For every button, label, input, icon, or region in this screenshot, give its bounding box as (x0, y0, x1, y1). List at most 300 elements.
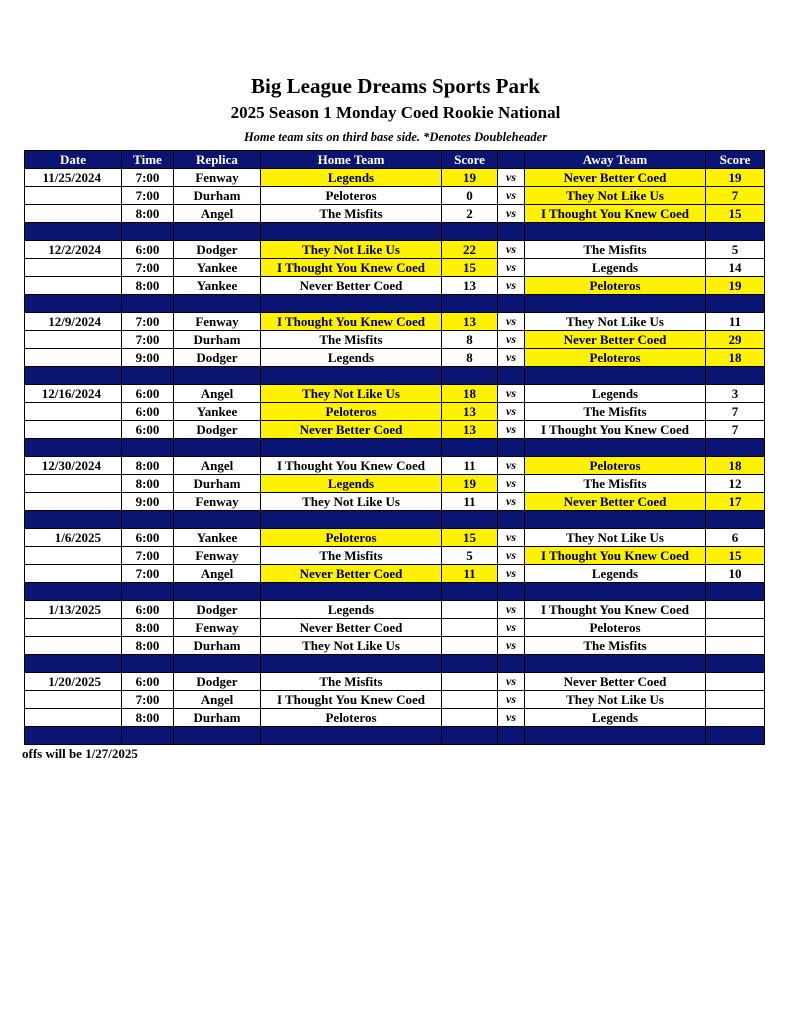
date-cell (25, 709, 122, 727)
away-team-cell: They Not Like Us (525, 187, 706, 205)
away-team-cell: The Misfits (525, 403, 706, 421)
table-row (25, 403, 765, 421)
vs-cell: vs (498, 349, 525, 367)
replica-cell: Angel (174, 457, 261, 475)
week-separator-row (25, 655, 765, 673)
table-row (25, 637, 765, 655)
replica-cell: Angel (174, 205, 261, 223)
separator-cell (122, 223, 174, 241)
home-score-cell: 15 (442, 259, 498, 277)
separator-cell (25, 439, 122, 457)
column-header-away-score: Score (706, 151, 765, 169)
home-score-cell (442, 691, 498, 709)
away-score-cell: 3 (706, 385, 765, 403)
replica-cell: Angel (174, 691, 261, 709)
away-score-cell (706, 619, 765, 637)
away-team-cell: Legends (525, 565, 706, 583)
table-row (25, 277, 765, 295)
away-team-cell: Legends (525, 385, 706, 403)
separator-cell (706, 223, 765, 241)
separator-cell (122, 439, 174, 457)
home-score-cell: 19 (442, 475, 498, 493)
separator-cell (442, 583, 498, 601)
separator-cell (174, 367, 261, 385)
replica-cell: Dodger (174, 241, 261, 259)
date-cell (25, 637, 122, 655)
home-team-cell: I Thought You Knew Coed (261, 259, 442, 277)
separator-cell (122, 295, 174, 313)
home-score-cell (442, 673, 498, 691)
away-team-cell: I Thought You Knew Coed (525, 601, 706, 619)
separator-cell (261, 295, 442, 313)
date-cell (25, 565, 122, 583)
separator-cell (498, 439, 525, 457)
away-team-cell: They Not Like Us (525, 691, 706, 709)
time-cell: 8:00 (122, 205, 174, 223)
time-cell: 7:00 (122, 169, 174, 187)
time-cell: 7:00 (122, 313, 174, 331)
replica-cell: Dodger (174, 421, 261, 439)
home-team-cell: They Not Like Us (261, 637, 442, 655)
home-team-cell: They Not Like Us (261, 493, 442, 511)
time-cell: 8:00 (122, 709, 174, 727)
replica-cell: Durham (174, 475, 261, 493)
column-header-away-team: Away Team (525, 151, 706, 169)
table-row (25, 475, 765, 493)
separator-cell (122, 367, 174, 385)
home-team-cell: Never Better Coed (261, 277, 442, 295)
vs-cell: vs (498, 205, 525, 223)
home-team-cell: Never Better Coed (261, 565, 442, 583)
separator-cell (442, 367, 498, 385)
separator-cell (498, 295, 525, 313)
away-score-cell: 6 (706, 529, 765, 547)
separator-cell (706, 295, 765, 313)
separator-cell (261, 727, 442, 745)
time-cell: 8:00 (122, 619, 174, 637)
replica-cell: Angel (174, 565, 261, 583)
away-score-cell: 5 (706, 241, 765, 259)
away-score-cell: 7 (706, 421, 765, 439)
away-score-cell: 17 (706, 493, 765, 511)
separator-cell (525, 727, 706, 745)
schedule-note: Home team sits on third base side. *Denotes Doubleheader (243, 130, 548, 144)
home-team-cell: Never Better Coed (261, 619, 442, 637)
away-score-cell (706, 601, 765, 619)
replica-cell: Fenway (174, 619, 261, 637)
away-team-cell: They Not Like Us (525, 529, 706, 547)
home-score-cell: 11 (442, 493, 498, 511)
away-score-cell: 18 (706, 457, 765, 475)
table-row (25, 331, 765, 349)
replica-cell: Durham (174, 187, 261, 205)
vs-cell: vs (498, 187, 525, 205)
away-team-cell: Legends (525, 259, 706, 277)
away-team-cell: They Not Like Us (525, 313, 706, 331)
away-score-cell: 29 (706, 331, 765, 349)
home-team-cell: They Not Like Us (261, 241, 442, 259)
date-cell (25, 187, 122, 205)
home-score-cell: 8 (442, 349, 498, 367)
table-row (25, 259, 765, 277)
week-separator-row (25, 439, 765, 457)
home-score-cell (442, 619, 498, 637)
away-team-cell: The Misfits (525, 241, 706, 259)
time-cell: 8:00 (122, 475, 174, 493)
table-row (25, 547, 765, 565)
separator-cell (498, 223, 525, 241)
table-body (25, 169, 765, 745)
vs-cell: vs (498, 277, 525, 295)
home-team-cell: I Thought You Knew Coed (261, 313, 442, 331)
away-score-cell: 19 (706, 277, 765, 295)
table-row (25, 529, 765, 547)
home-team-cell: Peloteros (261, 529, 442, 547)
home-score-cell: 19 (442, 169, 498, 187)
home-team-cell: The Misfits (261, 331, 442, 349)
home-score-cell: 0 (442, 187, 498, 205)
separator-cell (442, 655, 498, 673)
column-header-home-score: Score (442, 151, 498, 169)
time-cell: 6:00 (122, 529, 174, 547)
separator-cell (442, 295, 498, 313)
away-score-cell (706, 673, 765, 691)
away-team-cell: Peloteros (525, 349, 706, 367)
vs-cell: vs (498, 691, 525, 709)
away-team-cell: Never Better Coed (525, 673, 706, 691)
replica-cell: Yankee (174, 529, 261, 547)
table-row (25, 601, 765, 619)
separator-cell (174, 727, 261, 745)
separator-cell (174, 439, 261, 457)
separator-cell (706, 367, 765, 385)
home-score-cell: 11 (442, 565, 498, 583)
replica-cell: Yankee (174, 403, 261, 421)
time-cell: 6:00 (122, 403, 174, 421)
vs-cell: vs (498, 421, 525, 439)
column-header-time: Time (122, 151, 174, 169)
home-score-cell: 13 (442, 277, 498, 295)
week-separator-row (25, 583, 765, 601)
table-row (25, 673, 765, 691)
date-cell: 12/9/2024 (25, 313, 122, 331)
separator-cell (25, 223, 122, 241)
date-cell (25, 691, 122, 709)
replica-cell: Durham (174, 637, 261, 655)
separator-cell (498, 511, 525, 529)
home-score-cell: 5 (442, 547, 498, 565)
away-team-cell: The Misfits (525, 637, 706, 655)
replica-cell: Dodger (174, 349, 261, 367)
home-team-cell: Legends (261, 349, 442, 367)
separator-cell (525, 223, 706, 241)
date-cell (25, 619, 122, 637)
date-cell (25, 421, 122, 439)
vs-cell: vs (498, 313, 525, 331)
home-score-cell: 22 (442, 241, 498, 259)
home-team-cell: Never Better Coed (261, 421, 442, 439)
date-cell (25, 259, 122, 277)
away-score-cell: 12 (706, 475, 765, 493)
time-cell: 9:00 (122, 493, 174, 511)
home-team-cell: The Misfits (261, 547, 442, 565)
time-cell: 6:00 (122, 673, 174, 691)
time-cell: 7:00 (122, 565, 174, 583)
table-row (25, 349, 765, 367)
away-score-cell: 14 (706, 259, 765, 277)
separator-cell (261, 367, 442, 385)
vs-cell: vs (498, 385, 525, 403)
time-cell: 8:00 (122, 457, 174, 475)
week-separator-row (25, 367, 765, 385)
time-cell: 8:00 (122, 277, 174, 295)
time-cell: 7:00 (122, 187, 174, 205)
separator-cell (261, 583, 442, 601)
home-team-cell: Peloteros (261, 403, 442, 421)
column-header-date: Date (25, 151, 122, 169)
separator-cell (706, 511, 765, 529)
vs-cell: vs (498, 331, 525, 349)
separator-cell (442, 511, 498, 529)
vs-cell: vs (498, 475, 525, 493)
table-row (25, 421, 765, 439)
date-cell (25, 349, 122, 367)
vs-cell: vs (498, 403, 525, 421)
vs-cell: vs (498, 529, 525, 547)
away-score-cell: 11 (706, 313, 765, 331)
date-cell (25, 205, 122, 223)
separator-cell (525, 295, 706, 313)
separator-cell (442, 223, 498, 241)
replica-cell: Fenway (174, 169, 261, 187)
time-cell: 6:00 (122, 385, 174, 403)
column-header-vs (498, 151, 525, 169)
home-team-cell: I Thought You Knew Coed (261, 457, 442, 475)
home-score-cell: 11 (442, 457, 498, 475)
date-cell: 1/13/2025 (25, 601, 122, 619)
separator-cell (706, 727, 765, 745)
separator-cell (442, 727, 498, 745)
week-separator-row (25, 295, 765, 313)
vs-cell: vs (498, 565, 525, 583)
away-score-cell: 15 (706, 547, 765, 565)
separator-cell (122, 727, 174, 745)
separator-cell (25, 295, 122, 313)
home-team-cell: The Misfits (261, 673, 442, 691)
vs-cell: vs (498, 619, 525, 637)
away-team-cell: Peloteros (525, 457, 706, 475)
away-score-cell: 15 (706, 205, 765, 223)
page-title: Big League Dreams Sports Park (251, 74, 540, 98)
replica-cell: Fenway (174, 493, 261, 511)
separator-cell (525, 367, 706, 385)
away-team-cell: Never Better Coed (525, 331, 706, 349)
separator-cell (174, 295, 261, 313)
time-cell: 7:00 (122, 547, 174, 565)
separator-cell (706, 655, 765, 673)
separator-cell (525, 439, 706, 457)
home-score-cell: 2 (442, 205, 498, 223)
home-team-cell: They Not Like Us (261, 385, 442, 403)
home-team-cell: Legends (261, 169, 442, 187)
home-team-cell: The Misfits (261, 205, 442, 223)
away-team-cell: I Thought You Knew Coed (525, 421, 706, 439)
footer-note: offs will be 1/27/2025 (22, 746, 138, 761)
time-cell: 8:00 (122, 637, 174, 655)
separator-cell (174, 583, 261, 601)
separator-cell (442, 439, 498, 457)
replica-cell: Fenway (174, 313, 261, 331)
away-score-cell: 7 (706, 403, 765, 421)
home-score-cell (442, 601, 498, 619)
separator-cell (261, 655, 442, 673)
separator-cell (25, 655, 122, 673)
table-row (25, 565, 765, 583)
table-row (25, 313, 765, 331)
table-row (25, 169, 765, 187)
home-team-cell: Peloteros (261, 187, 442, 205)
separator-cell (706, 439, 765, 457)
away-team-cell: Legends (525, 709, 706, 727)
vs-cell: vs (498, 169, 525, 187)
week-separator-row (25, 511, 765, 529)
home-team-cell: Peloteros (261, 709, 442, 727)
vs-cell: vs (498, 547, 525, 565)
date-cell: 12/2/2024 (25, 241, 122, 259)
away-score-cell: 18 (706, 349, 765, 367)
replica-cell: Yankee (174, 259, 261, 277)
away-team-cell: I Thought You Knew Coed (525, 205, 706, 223)
separator-cell (174, 511, 261, 529)
separator-cell (498, 727, 525, 745)
time-cell: 6:00 (122, 421, 174, 439)
vs-cell: vs (498, 259, 525, 277)
time-cell: 7:00 (122, 691, 174, 709)
separator-cell (498, 583, 525, 601)
away-team-cell: Never Better Coed (525, 493, 706, 511)
table-row (25, 457, 765, 475)
away-score-cell (706, 709, 765, 727)
vs-cell: vs (498, 457, 525, 475)
table-row (25, 385, 765, 403)
vs-cell: vs (498, 673, 525, 691)
date-cell (25, 547, 122, 565)
date-cell (25, 475, 122, 493)
vs-cell: vs (498, 601, 525, 619)
separator-cell (525, 655, 706, 673)
vs-cell: vs (498, 493, 525, 511)
separator-cell (261, 511, 442, 529)
home-score-cell: 15 (442, 529, 498, 547)
separator-cell (25, 511, 122, 529)
table-row (25, 619, 765, 637)
vs-cell: vs (498, 709, 525, 727)
away-score-cell (706, 637, 765, 655)
week-separator-row (25, 223, 765, 241)
separator-cell (25, 583, 122, 601)
table-row (25, 241, 765, 259)
replica-cell: Angel (174, 385, 261, 403)
date-cell: 1/20/2025 (25, 673, 122, 691)
replica-cell: Yankee (174, 277, 261, 295)
away-team-cell: I Thought You Knew Coed (525, 547, 706, 565)
separator-cell (525, 583, 706, 601)
home-score-cell: 8 (442, 331, 498, 349)
table-row (25, 709, 765, 727)
separator-cell (174, 655, 261, 673)
replica-cell: Dodger (174, 601, 261, 619)
table-header-row (25, 151, 765, 169)
away-score-cell (706, 691, 765, 709)
date-cell: 1/6/2025 (25, 529, 122, 547)
replica-cell: Durham (174, 331, 261, 349)
separator-cell (25, 367, 122, 385)
week-separator-row (25, 727, 765, 745)
separator-cell (261, 223, 442, 241)
vs-cell: vs (498, 241, 525, 259)
replica-cell: Durham (174, 709, 261, 727)
date-cell (25, 277, 122, 295)
date-cell (25, 493, 122, 511)
time-cell: 7:00 (122, 259, 174, 277)
schedule-table (24, 150, 765, 745)
time-cell: 9:00 (122, 349, 174, 367)
home-score-cell: 13 (442, 313, 498, 331)
away-score-cell: 7 (706, 187, 765, 205)
page-subtitle: 2025 Season 1 Monday Coed Rookie National (230, 103, 561, 122)
separator-cell (525, 511, 706, 529)
date-cell: 11/25/2024 (25, 169, 122, 187)
replica-cell: Fenway (174, 547, 261, 565)
date-cell: 12/16/2024 (25, 385, 122, 403)
separator-cell (498, 655, 525, 673)
away-team-cell: The Misfits (525, 475, 706, 493)
away-score-cell: 19 (706, 169, 765, 187)
separator-cell (174, 223, 261, 241)
date-cell (25, 331, 122, 349)
away-team-cell: Peloteros (525, 277, 706, 295)
home-score-cell (442, 637, 498, 655)
table-row (25, 493, 765, 511)
column-header-replica: Replica (174, 151, 261, 169)
away-score-cell: 10 (706, 565, 765, 583)
away-team-cell: Peloteros (525, 619, 706, 637)
separator-cell (122, 511, 174, 529)
home-score-cell: 13 (442, 403, 498, 421)
separator-cell (706, 583, 765, 601)
column-header-home-team: Home Team (261, 151, 442, 169)
home-team-cell: I Thought You Knew Coed (261, 691, 442, 709)
away-team-cell: Never Better Coed (525, 169, 706, 187)
replica-cell: Dodger (174, 673, 261, 691)
vs-cell: vs (498, 637, 525, 655)
separator-cell (498, 367, 525, 385)
home-score-cell (442, 709, 498, 727)
date-cell: 12/30/2024 (25, 457, 122, 475)
home-score-cell: 18 (442, 385, 498, 403)
time-cell: 6:00 (122, 241, 174, 259)
table-row (25, 187, 765, 205)
date-cell (25, 403, 122, 421)
time-cell: 6:00 (122, 601, 174, 619)
time-cell: 7:00 (122, 331, 174, 349)
separator-cell (122, 583, 174, 601)
separator-cell (261, 439, 442, 457)
home-score-cell: 13 (442, 421, 498, 439)
table-row (25, 205, 765, 223)
table-row (25, 691, 765, 709)
home-team-cell: Legends (261, 601, 442, 619)
